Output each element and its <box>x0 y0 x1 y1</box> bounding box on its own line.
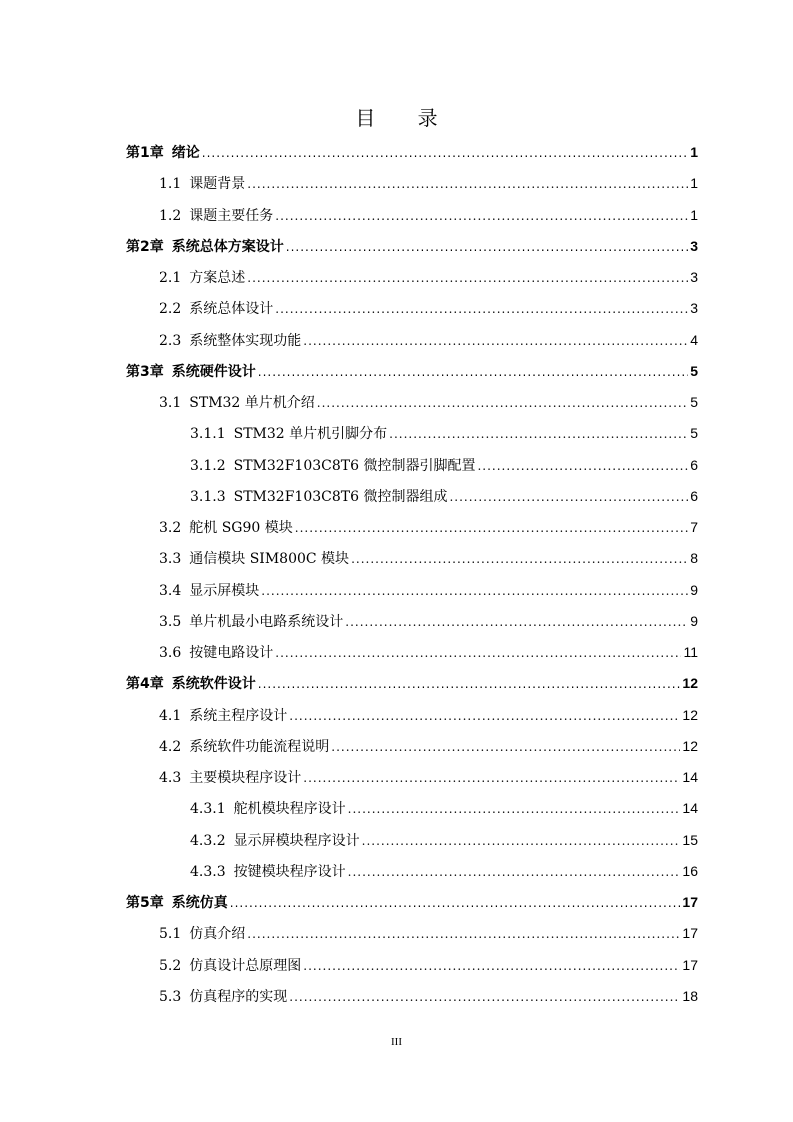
toc-entry-page: 8 <box>690 550 698 567</box>
toc-entry-page: 12 <box>682 737 698 754</box>
toc-entry-number: 第4章 <box>126 676 164 693</box>
toc-entry-page: 18 <box>682 987 698 1004</box>
toc-entry-title: 显示屏模块 <box>189 582 260 599</box>
toc-leader-dots <box>247 173 688 195</box>
toc-entry-page: 6 <box>690 487 698 504</box>
toc-entry[interactable] <box>190 422 698 444</box>
toc-entry-page: 15 <box>682 831 698 848</box>
toc-entry-page: 3 <box>690 269 698 285</box>
toc-entry[interactable] <box>126 360 698 382</box>
toc-entry-number: 3.5 <box>159 613 182 630</box>
toc-entry-title: 系统主程序设计 <box>189 707 288 724</box>
toc-leader-dots <box>348 861 681 883</box>
toc-leader-dots <box>477 455 688 477</box>
toc-entry-number: 第2章 <box>126 238 164 255</box>
toc-entry[interactable] <box>159 735 698 757</box>
toc-entry[interactable] <box>159 766 698 788</box>
toc-leader-dots <box>362 830 681 852</box>
toc-entry[interactable] <box>159 922 698 944</box>
toc-entry[interactable] <box>126 235 698 257</box>
toc-entry-title: 仿真程序的实现 <box>189 988 288 1005</box>
toc-entry-page: 17 <box>682 956 698 973</box>
toc-entry[interactable] <box>159 610 698 632</box>
toc-leader-dots <box>258 673 681 695</box>
toc-entry-title: 系统软件功能流程说明 <box>189 738 330 755</box>
toc-leader-dots <box>348 798 681 820</box>
toc-leader-dots <box>345 611 688 633</box>
toc-leader-dots <box>351 548 688 570</box>
toc-entry-number: 3.1 <box>159 395 182 411</box>
toc-entry-title: STM32 单片机引脚分布 <box>233 426 388 443</box>
toc-entry-number: 4.1 <box>159 707 182 724</box>
toc-entry[interactable] <box>159 297 698 319</box>
toc-entry-title: 系统整体实现功能 <box>189 332 302 349</box>
toc-entry-page: 1 <box>690 175 698 192</box>
toc-entry-number: 2.2 <box>159 301 182 318</box>
toc-leader-dots <box>261 580 688 602</box>
toc-entry[interactable] <box>159 391 698 413</box>
toc-entry-title: 仿真设计总原理图 <box>189 957 302 974</box>
toc-entry-title: STM32F103C8T6 微控制器引脚配置 <box>233 457 476 474</box>
toc-entry-title: 通信模块 SIM800C 模块 <box>189 551 350 568</box>
toc-entry[interactable] <box>190 485 698 507</box>
toc-leader-dots <box>289 705 680 727</box>
toc-entry[interactable] <box>126 672 698 694</box>
toc-entry-page: 17 <box>682 925 698 942</box>
toc-entry-title: 仿真介绍 <box>189 926 246 943</box>
toc-entry[interactable] <box>159 985 698 1007</box>
toc-leader-dots <box>258 361 688 383</box>
toc-entry-page: 14 <box>682 800 698 817</box>
toc-leader-dots <box>289 986 680 1008</box>
toc-entry-page: 4 <box>690 331 698 348</box>
toc-entry[interactable] <box>159 172 698 194</box>
toc-entry-page: 5 <box>690 425 698 442</box>
toc-entry-number: 4.3.1 <box>190 801 226 818</box>
toc-entry[interactable] <box>159 954 698 976</box>
toc-entry-number: 第5章 <box>126 895 164 911</box>
toc-entry-number: 3.1.2 <box>190 457 226 474</box>
toc-entry[interactable] <box>190 860 698 882</box>
toc-entry[interactable] <box>159 704 698 726</box>
toc-entry-title: 系统硬件设计 <box>171 363 256 380</box>
toc-entry-page: 9 <box>690 581 698 598</box>
toc-title: 目 录 <box>355 106 456 130</box>
toc-entry-number: 2.3 <box>159 332 182 349</box>
toc-entry-number: 第3章 <box>126 363 164 380</box>
toc-leader-dots <box>202 142 688 164</box>
toc-leader-dots <box>247 923 680 945</box>
toc-entry-title: STM32 单片机介绍 <box>189 395 315 411</box>
toc-entry-number: 5.1 <box>159 926 182 943</box>
toc-leader-dots <box>275 642 681 664</box>
toc-entry[interactable] <box>159 516 698 538</box>
toc-entry-number: 3.3 <box>159 551 182 568</box>
toc-entry-number: 2.1 <box>159 270 182 286</box>
toc-entry-page: 14 <box>682 769 698 785</box>
toc-entry[interactable] <box>159 329 698 351</box>
toc-entry-page: 7 <box>690 519 698 535</box>
toc-entry-title: 舵机模块程序设计 <box>233 801 346 818</box>
toc-leader-dots <box>247 267 688 289</box>
toc-entry-page: 3 <box>690 300 698 317</box>
toc-entry-number: 5.3 <box>159 988 182 1005</box>
toc-leader-dots <box>230 892 681 914</box>
toc-entry-title: 系统软件设计 <box>171 676 256 693</box>
toc-entry-number: 4.3 <box>159 770 182 786</box>
toc-leader-dots <box>303 767 680 789</box>
toc-entry-number: 4.3.3 <box>190 863 226 880</box>
toc-entry-number: 3.6 <box>159 645 182 661</box>
toc-entry-number: 4.3.2 <box>190 832 226 849</box>
toc-entry-page: 9 <box>690 612 698 629</box>
toc-entry-title: 课题主要任务 <box>189 207 274 224</box>
toc-leader-dots <box>295 517 688 539</box>
toc-entry[interactable] <box>159 266 698 288</box>
toc-entry-page: 12 <box>682 706 698 723</box>
toc-entry[interactable] <box>159 641 698 663</box>
toc-entry-title: 课题背景 <box>189 176 246 193</box>
toc-entry-number: 3.1.3 <box>190 488 226 505</box>
toc-entry-page: 5 <box>690 362 698 379</box>
toc-entry[interactable] <box>190 454 698 476</box>
toc-entry-page: 1 <box>690 206 698 223</box>
toc-leader-dots <box>303 330 688 352</box>
toc-entry-title: 单片机最小电路系统设计 <box>189 613 344 630</box>
toc-leader-dots <box>303 955 680 977</box>
toc-entry-number: 4.2 <box>159 738 182 755</box>
toc-leader-dots <box>275 205 688 227</box>
toc-entry[interactable] <box>159 579 698 601</box>
toc-entry-title: 系统仿真 <box>171 895 228 911</box>
page-number: III <box>391 1036 402 1048</box>
toc-entry-title: 按键电路设计 <box>189 645 274 661</box>
toc-entry-number: 3.4 <box>159 582 182 599</box>
toc-entry[interactable] <box>159 204 698 226</box>
toc-entry-title: 方案总述 <box>189 270 246 286</box>
toc-leader-dots <box>317 392 688 414</box>
toc-entry-title: 系统总体设计 <box>189 301 274 318</box>
toc-entry-page: 16 <box>682 862 698 879</box>
toc-entry-title: 系统总体方案设计 <box>171 238 284 255</box>
toc-leader-dots <box>389 423 688 445</box>
toc-entry-title: 按键模块程序设计 <box>233 863 346 880</box>
toc-entry-title: STM32F103C8T6 微控制器组成 <box>233 488 448 505</box>
toc-entry-page: 5 <box>690 394 698 410</box>
toc-entry[interactable] <box>190 829 698 851</box>
toc-entry-number: 1.1 <box>159 176 182 193</box>
toc-entry-title: 绪论 <box>171 145 200 161</box>
toc-entry-number: 第1章 <box>126 145 164 161</box>
toc-entry[interactable] <box>190 797 698 819</box>
toc-entry-page: 1 <box>690 144 698 160</box>
toc-entry-number: 5.2 <box>159 957 182 974</box>
toc-leader-dots <box>331 736 680 758</box>
toc-entry[interactable] <box>159 547 698 569</box>
toc-entry-title: 显示屏模块程序设计 <box>233 832 360 849</box>
toc-entry-page: 6 <box>690 456 698 473</box>
toc-entry-title: 舵机 SG90 模块 <box>189 520 293 536</box>
toc-entry-page: 11 <box>683 644 698 660</box>
toc-entry-number: 3.1.1 <box>190 426 226 443</box>
toc-entry-number: 3.2 <box>159 520 182 536</box>
toc-entry-number: 1.2 <box>159 207 182 224</box>
toc-entry-title: 主要模块程序设计 <box>189 770 302 786</box>
toc-entry[interactable] <box>126 141 698 163</box>
toc-leader-dots <box>286 236 688 258</box>
toc-entry-page: 17 <box>682 894 698 910</box>
toc-leader-dots <box>275 298 688 320</box>
toc-leader-dots <box>449 486 688 508</box>
toc-entry-page: 12 <box>682 675 698 692</box>
toc-entry-page: 3 <box>690 237 698 254</box>
toc-entry[interactable] <box>126 891 698 913</box>
